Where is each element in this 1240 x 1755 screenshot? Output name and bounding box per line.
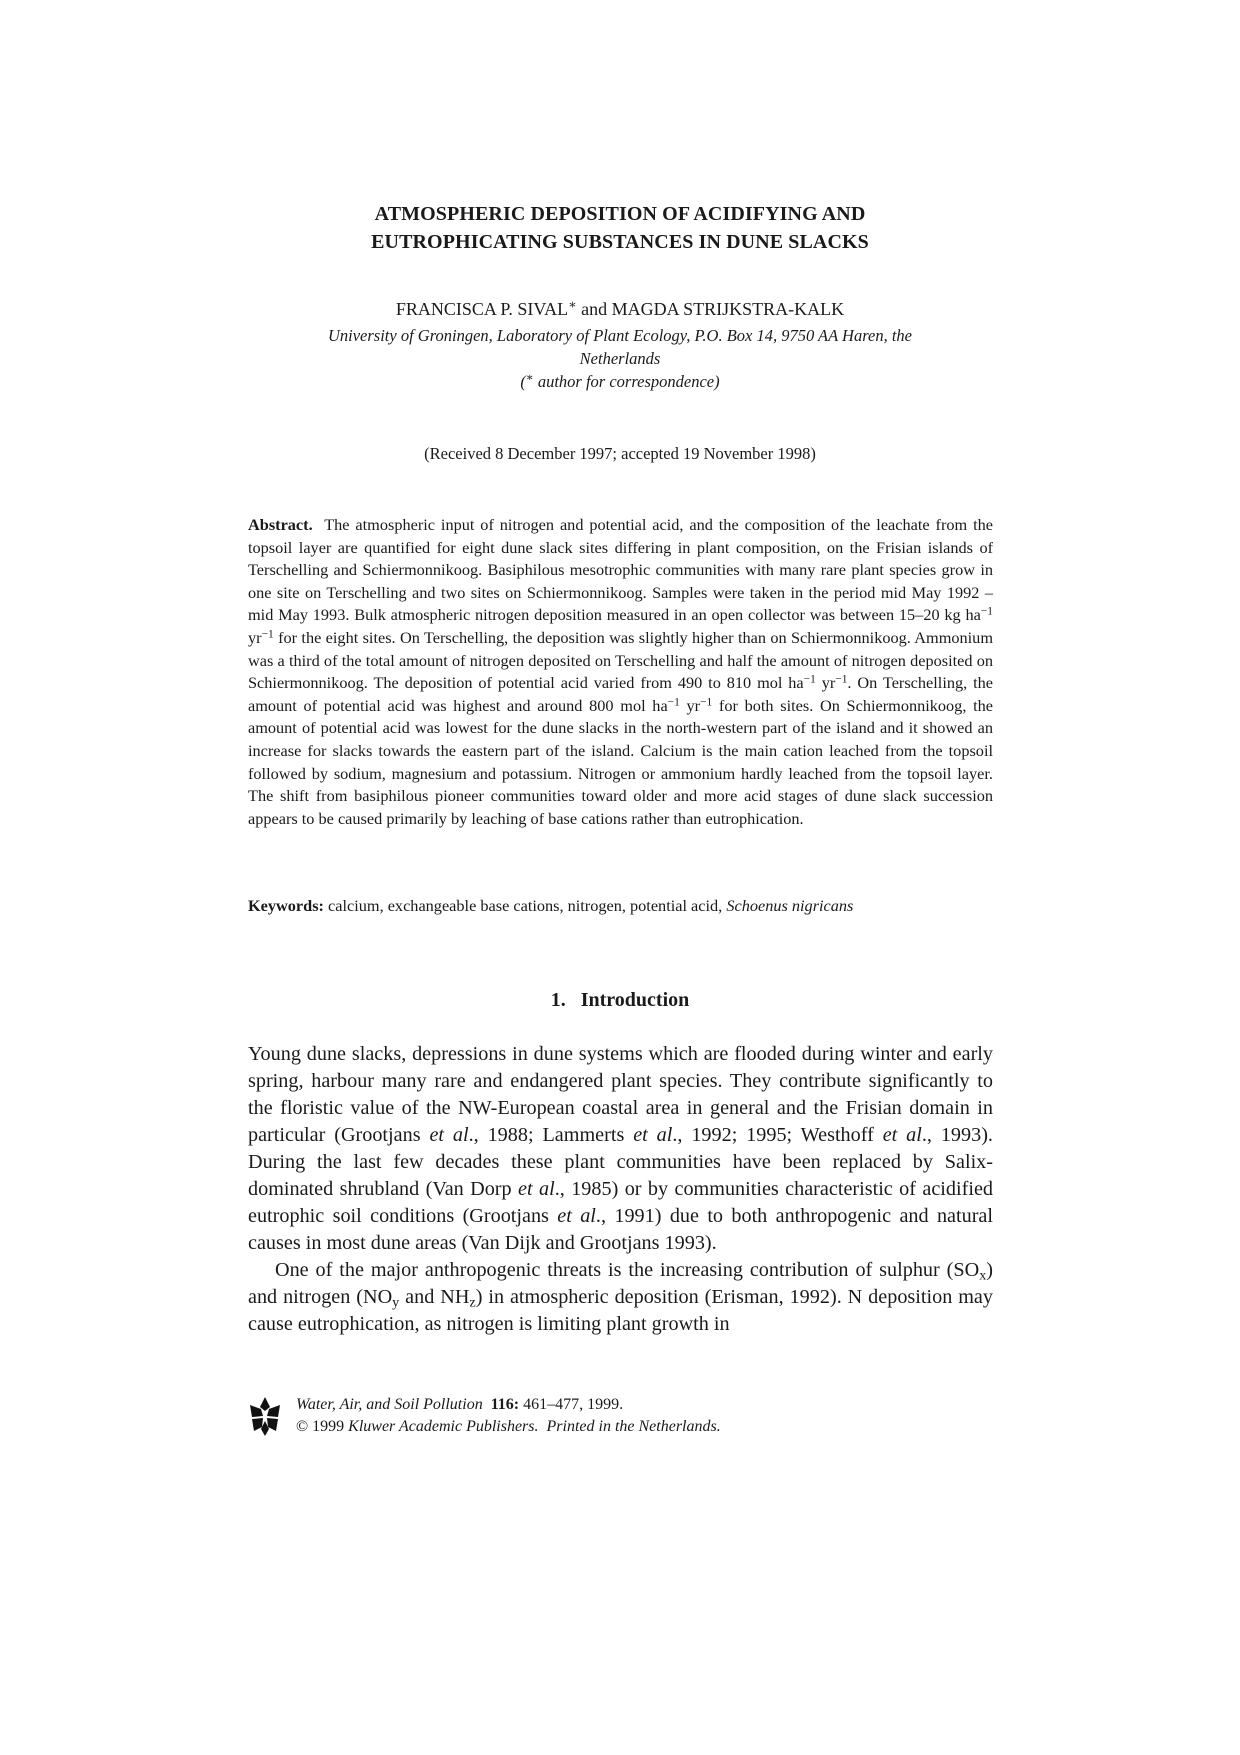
affiliation	[285, 324, 955, 393]
publisher-name: Kluwer Academic Publishers. Printed in the Netherlands.	[348, 1418, 721, 1435]
journal-name: Water, Air, and Soil Pollution	[296, 1396, 483, 1413]
affiliation-line-2: Netherlands	[579, 349, 661, 368]
journal-pages: 461–477, 1999.	[519, 1396, 624, 1413]
authors	[0, 297, 1240, 321]
intro-paragraph-2: One of the major anthropogenic threats is the increasing contribution of sulphur $(SO_x)$ and nitrogen ($NO_y$ and $NH_z$) in atmospheric deposition (Erisman, 1992). N deposition may cause eutrophication, as nitrogen is limiting plant growth in	[248, 1259, 993, 1335]
introduction-body	[248, 1041, 993, 1338]
section-number: 1.	[550, 989, 566, 1011]
footer-text	[296, 1394, 946, 1438]
journal-volume: 116:	[490, 1396, 520, 1413]
correspondence-note: (∗ author for correspondence)	[520, 372, 720, 391]
section-title: Introduction	[580, 989, 690, 1011]
journal-citation	[296, 1394, 946, 1416]
received-dates: (Received 8 December 1997; accepted 19 November 1998)	[424, 444, 816, 463]
abstract-label: Abstract.	[248, 515, 313, 534]
authors-conjunction: and	[576, 299, 612, 319]
paper-title	[0, 200, 1240, 256]
publisher-logo-icon	[248, 1395, 282, 1437]
author-1: FRANCISCA P. SIVAL	[395, 299, 569, 319]
title-line-2: EUTROPHICATING SUBSTANCES IN DUNE SLACKS	[371, 231, 869, 253]
title-line-1: ATMOSPHERIC DEPOSITION OF ACIDIFYING AND	[374, 203, 866, 225]
affiliation-line-1: University of Groningen, Laboratory of Plant Ecology, P.O. Box 14, 9750 AA Haren, the	[327, 326, 913, 345]
correspondence-mark: ∗	[568, 297, 577, 312]
copyright-line: © 1999 Kluwer Academic Publishers. Printed in the Netherlands.	[296, 1418, 721, 1435]
author-2: MAGDA STRIJKSTRA-KALK	[611, 299, 845, 319]
keywords: Keywords: calcium, exchangeable base cations, nitrogen, potential acid, Schoenus nigricans	[248, 896, 854, 915]
abstract: Abstract. The atmospheric input of nitrogen and potential acid, and the composition of the leachate from the topsoil layer are quantified for eight dune slack sites differing in plant composition, on the Frisian islands of Terschelling and Schiermonnikoog. Basiphilous mesotrophic communities with many rare plant species grow in one site on Terschelling and two sites on Schiermonnikoog. Samples were taken in the period mid May 1992 – mid May 1993. Bulk atmospheric nitrogen deposition measured in an open collector was between 15–20 kg $ha^{-1}$ $yr^{-1}$ for the eight sites. On Terschelling, the deposition was slightly higher than on Schiermonnikoog. Ammonium was a third of the total amount of nitrogen deposited on Terschelling and half the amount of nitrogen deposited on Schiermonnikoog. The deposition of potential acid varied from 490 to 810 mol $ha^{-1}$ $yr^{-1}$. On Terschelling, the amount of potential acid was highest and around 800 mol $ha^{-1}$ $yr^{-1}$ for both sites. On Schiermonnikoog, the amount of potential acid was lowest for the dune slacks in the north-western part of the island and it showed an increase for slacks towards the eastern part of the island. Calcium is the main cation leached from the topsoil followed by sodium, magnesium and potassium. Nitrogen or ammonium hardly leached from the topsoil layer. The shift from basiphilous pioneer communities toward older and more acid stages of dune slack succession appears to be caused primarily by leaching of base cations rather than eutrophication.	[248, 515, 993, 828]
section-heading-introduction	[0, 986, 1240, 1014]
intro-paragraph-1: Young dune slacks, depressions in dune systems which are flooded during winter and early spring, harbour many rare and endangered plant species. They contribute significantly to the floristic value of the NW-European coastal area in general and the Frisian domain in particular (Grootjans et al., 1988; Lammerts et al., 1992; 1995; Westhoff et al., 1993). During the last few decades these plant communities have been replaced by Salix-dominated shrubland (Van Dorp et al., 1985) or by communities characteristic of acidified eutrophic soil conditions (Grootjans et al., 1991) due to both anthropogenic and natural causes in most dune areas (Van Dijk and Grootjans 1993).	[248, 1043, 994, 1254]
keyword-species: Schoenus nigricans	[726, 896, 854, 915]
keywords-label: Keywords:	[248, 896, 324, 915]
